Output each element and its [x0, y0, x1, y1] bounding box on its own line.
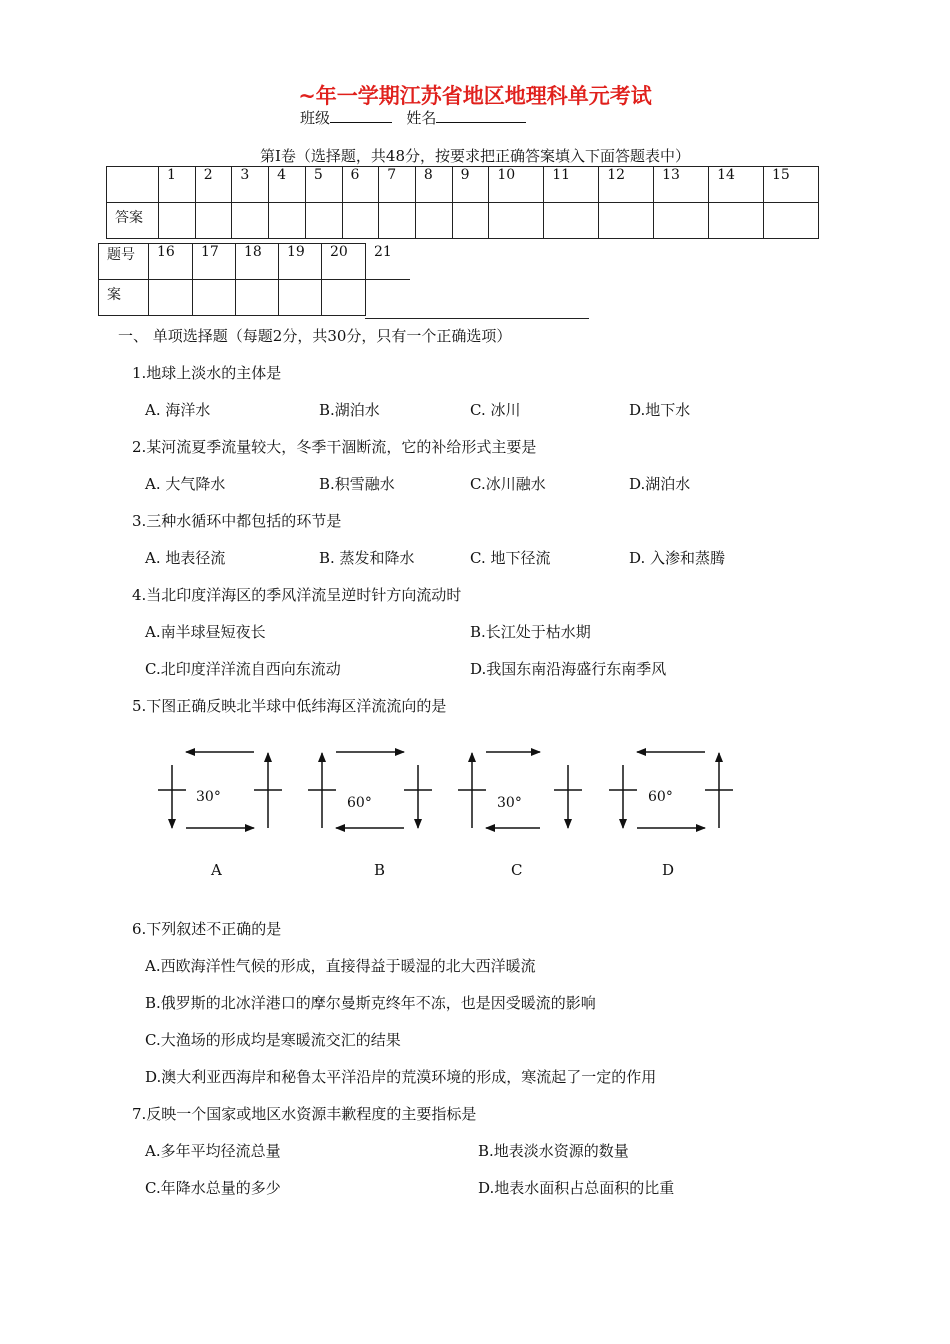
option-letter-b[interactable]: B [374, 861, 386, 879]
option[interactable]: D.湖泊水 [629, 475, 691, 493]
table-cell: 9 [452, 167, 489, 203]
table-cell: 17 [193, 244, 236, 280]
table-cell: 19 [279, 244, 322, 280]
table-cell: 11 [544, 167, 599, 203]
option[interactable]: D.澳大利亚西海岸和秘鲁太平洋沿岸的荒漠环境的形成，寒流起了一定的作用 [145, 1068, 657, 1086]
option[interactable]: C.大渔场的形成均是寒暖流交汇的结果 [145, 1031, 401, 1049]
table-cell: 13 [654, 167, 709, 203]
option-letter-c[interactable]: C [511, 861, 523, 879]
latitude-label: 30° [497, 795, 522, 811]
option[interactable]: B.地表淡水资源的数量 [478, 1142, 629, 1160]
exam-title: ~年一学期江苏省地区地理科单元考试 [298, 83, 652, 108]
option-letter-a[interactable]: A [211, 861, 222, 879]
name-label: 姓名 [406, 109, 437, 127]
latitude-label: 60° [648, 789, 673, 805]
table-cell: 2 [195, 167, 232, 203]
table-cell: 1 [159, 167, 196, 203]
question-stem: 5.下图正确反映北半球中低纬海区洋流流向的是 [132, 697, 447, 715]
option[interactable]: A.多年平均径流总量 [145, 1142, 281, 1160]
option[interactable]: B.俄罗斯的北冰洋港口的摩尔曼斯克终年不冻，也是因受暖流的影响 [145, 994, 596, 1012]
table-cell: 14 [709, 167, 764, 203]
option[interactable]: A. 地表径流 [145, 549, 226, 567]
option[interactable]: C.年降水总量的多少 [145, 1179, 281, 1197]
table-row-label: 题号 [99, 244, 149, 280]
option[interactable]: C. 地下径流 [470, 549, 551, 567]
option[interactable]: C. 冰川 [470, 401, 521, 419]
option[interactable]: B.湖泊水 [319, 401, 380, 419]
option[interactable]: B. 蒸发和降水 [319, 549, 415, 567]
table-row-label: 答案 [107, 203, 159, 239]
option[interactable]: D.地下水 [629, 401, 691, 419]
table-cell: 10 [489, 167, 544, 203]
question-stem: 2.某河流夏季流量较大，冬季干涸断流，它的补给形式主要是 [132, 438, 537, 456]
table-cell: 21 [366, 244, 410, 280]
table-cell: 3 [232, 167, 269, 203]
table-cell: 7 [379, 167, 416, 203]
option[interactable]: A.西欧海洋性气候的形成，直接得益于暖湿的北大西洋暖流 [145, 957, 536, 975]
option[interactable]: B.长江处于枯水期 [470, 623, 591, 641]
option[interactable]: A. 大气降水 [145, 475, 226, 493]
option[interactable]: D.我国东南沿海盛行东南季风 [470, 660, 667, 678]
option[interactable]: C.冰川融水 [470, 475, 546, 493]
option[interactable]: B.积雪融水 [319, 475, 395, 493]
option-letter-d[interactable]: D [662, 861, 675, 879]
table-cell: 5 [305, 167, 342, 203]
table-cell: 8 [415, 167, 452, 203]
option[interactable]: A. 海洋水 [145, 401, 211, 419]
latitude-label: 30° [196, 789, 221, 805]
question-stem: 1.地球上淡水的主体是 [132, 364, 282, 382]
table-cell: 20 [322, 244, 366, 280]
table-cell: 16 [149, 244, 193, 280]
section1-label: 第Ⅰ卷（选择题，共48分，按要求把正确答案填入下面答题表中） [259, 147, 690, 165]
table-cell: 6 [342, 167, 379, 203]
question-stem: 3.三种水循环中都包括的环节是 [132, 512, 342, 530]
latitude-label: 60° [347, 795, 372, 811]
table-cell: 4 [269, 167, 306, 203]
question-stem: 7.反映一个国家或地区水资源丰歉程度的主要指标是 [132, 1105, 477, 1123]
question-stem: 4.当北印度洋海区的季风洋流呈逆时针方向流动时 [132, 586, 462, 604]
question-stem: 6.下列叙述不正确的是 [132, 920, 282, 938]
table-cell: 15 [764, 167, 819, 203]
option[interactable]: D.地表水面积占总面积的比重 [478, 1179, 675, 1197]
table-cell: 18 [236, 244, 279, 280]
option[interactable]: D. 入渗和蒸腾 [629, 549, 726, 567]
class-label: 班级 [300, 109, 331, 127]
table-cell: 12 [599, 167, 654, 203]
option[interactable]: C.北印度洋洋流自西向东流动 [145, 660, 341, 678]
part1-heading: 一、 单项选择题（每题2分，共30分，只有一个正确选项） [118, 327, 512, 345]
table-row-label: 案 [99, 280, 149, 316]
option[interactable]: A.南半球昼短夜长 [145, 623, 266, 641]
